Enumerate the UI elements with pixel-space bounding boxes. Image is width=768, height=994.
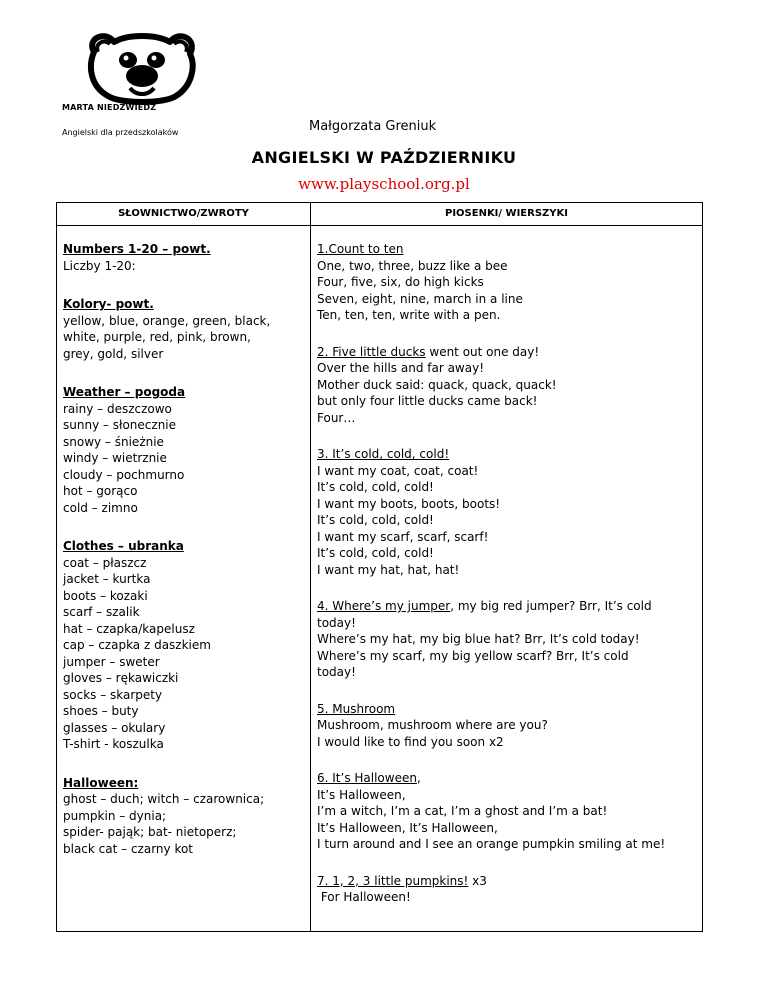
song-line: It’s Halloween, It’s Halloween, bbox=[317, 820, 498, 835]
song-line: Ten, ten, ten, write with a pen. bbox=[317, 308, 501, 322]
song-line: I want my coat, coat, coat! bbox=[317, 463, 479, 478]
song-line: Where’s my hat, my big blue hat? Brr, It’s cold today! bbox=[317, 632, 640, 646]
song-title: 4. Where’s my jumper bbox=[317, 599, 451, 613]
content-table bbox=[56, 202, 703, 932]
song-line: I want my boots, boots, boots! bbox=[317, 496, 501, 511]
song-five-little-ducks bbox=[317, 344, 701, 427]
song-line: Over the hills and far away! bbox=[317, 361, 485, 375]
vocab-line: coat – płaszcz bbox=[63, 555, 147, 570]
song-line: today! bbox=[317, 665, 356, 679]
song-wheres-my-jumper bbox=[317, 598, 701, 681]
song-line: It’s cold, cold, cold! bbox=[317, 513, 434, 527]
song-mushroom bbox=[317, 701, 701, 751]
songs-column bbox=[317, 241, 701, 922]
song-count-to-ten bbox=[317, 241, 701, 324]
vocab-line: black cat – czarny kot bbox=[63, 841, 194, 856]
vocab-column bbox=[63, 241, 307, 874]
song-title-rest: x3 bbox=[468, 873, 487, 888]
song-line: For Halloween! bbox=[317, 890, 411, 904]
vocab-line: cold – zimno bbox=[63, 500, 138, 515]
song-line: It’s Halloween, bbox=[317, 787, 406, 802]
vocab-line: ghost – duch; witch – czarownica; bbox=[63, 792, 265, 806]
song-line: I want my scarf, scarf, scarf! bbox=[317, 529, 489, 544]
vocab-line: socks – skarpety bbox=[63, 687, 163, 702]
vocab-line: hot – gorąco bbox=[63, 484, 138, 498]
vocab-line: shoes – buty bbox=[63, 704, 139, 718]
vocab-line: gloves – rękawiczki bbox=[63, 671, 179, 685]
vocab-line: Liczby 1-20: bbox=[63, 258, 136, 273]
song-title: 3. It’s cold, cold, cold! bbox=[317, 447, 450, 461]
header-divider bbox=[57, 225, 702, 226]
song-line: Mother duck said: quack, quack, quack! bbox=[317, 377, 557, 392]
vocab-line: rainy – deszczowo bbox=[63, 401, 172, 416]
song-line: Mushroom, mushroom where are you? bbox=[317, 718, 548, 732]
vocab-line: glasses – okulary bbox=[63, 720, 166, 735]
vocab-column-header: SŁOWNICTWO/ZWROTY bbox=[118, 208, 249, 219]
song-line: One, two, three, buzz like a bee bbox=[317, 258, 508, 273]
song-title: 6. It’s Halloween bbox=[317, 771, 417, 785]
vocab-heading: Clothes – ubranka bbox=[63, 539, 184, 553]
song-title-line bbox=[317, 873, 701, 890]
song-title: 5. Mushroom bbox=[317, 701, 396, 716]
vocab-line: grey, gold, silver bbox=[63, 346, 164, 361]
vocab-line: windy – wietrznie bbox=[63, 451, 167, 465]
song-line: but only four little ducks came back! bbox=[317, 394, 538, 408]
song-little-pumpkins bbox=[317, 873, 701, 906]
song-line: It’s cold, cold, cold! bbox=[317, 546, 434, 560]
song-line: I would like to find you soon x2 bbox=[317, 734, 504, 749]
song-line: Where’s my scarf, my big yellow scarf? Brr, It’s cold bbox=[317, 648, 629, 663]
song-line: It’s cold, cold, cold! bbox=[317, 480, 434, 494]
vocab-line: cloudy – pochmurno bbox=[63, 467, 185, 482]
vocab-line: yellow, blue, orange, green, black, bbox=[63, 313, 271, 328]
vocab-line: sunny – słonecznie bbox=[63, 418, 177, 432]
author-name: Małgorzata Greniuk bbox=[309, 119, 437, 134]
vocab-colors bbox=[63, 296, 307, 362]
song-line: Four, five, six, do high kicks bbox=[317, 275, 484, 289]
page-title: ANGIELSKI W PAŹDZIERNIKU bbox=[251, 148, 517, 167]
column-divider bbox=[310, 203, 311, 931]
vocab-line: snowy – śnieżnie bbox=[63, 434, 164, 449]
website-link[interactable]: www.playschool.org.pl bbox=[298, 175, 470, 193]
vocab-line: spider- pająk; bat- nietoperz; bbox=[63, 825, 237, 839]
song-title-line bbox=[317, 770, 701, 787]
vocab-line: cap – czapka z daszkiem bbox=[63, 638, 211, 652]
song-line: Seven, eight, nine, march in a line bbox=[317, 291, 523, 306]
vocab-heading: Halloween: bbox=[63, 775, 139, 790]
song-line: I want my hat, hat, hat! bbox=[317, 562, 460, 577]
song-its-cold bbox=[317, 446, 701, 578]
song-title: 2. Five little ducks bbox=[317, 344, 426, 359]
vocab-clothes bbox=[63, 538, 307, 753]
song-line: I’m a witch, I’m a cat, I’m a ghost and I’m a bat! bbox=[317, 804, 608, 818]
song-title-line bbox=[317, 598, 701, 615]
vocab-line: hat – czapka/kapelusz bbox=[63, 621, 195, 636]
song-line: Four… bbox=[317, 410, 356, 425]
vocab-line: white, purple, red, pink, brown, bbox=[63, 330, 251, 344]
bear-logo bbox=[84, 30, 200, 106]
song-title: 1.Count to ten bbox=[317, 242, 404, 256]
vocab-line: T-shirt - koszulka bbox=[63, 737, 164, 751]
vocab-line: jacket – kurtka bbox=[63, 572, 151, 586]
brand-subtitle: Angielski dla przedszkolaków bbox=[62, 128, 179, 137]
vocab-weather bbox=[63, 384, 307, 516]
vocab-numbers bbox=[63, 241, 307, 274]
vocab-line: pumpkin – dynia; bbox=[63, 808, 167, 823]
brand-name: MARTA NIEDŹWIEDŹ bbox=[62, 103, 157, 112]
vocab-heading: Weather – pogoda bbox=[63, 385, 186, 399]
vocab-line: scarf – szalik bbox=[63, 605, 140, 619]
song-line: today! bbox=[317, 615, 356, 630]
vocab-heading: Numbers 1-20 – powt. bbox=[63, 242, 211, 256]
vocab-line: jumper – sweter bbox=[63, 654, 160, 669]
vocab-line: boots – kozaki bbox=[63, 588, 148, 603]
songs-column-header: PIOSENKI/ WIERSZYKI bbox=[444, 208, 568, 219]
song-title-line bbox=[317, 344, 701, 361]
song-line: I turn around and I see an orange pumpkin smiling at me! bbox=[317, 837, 666, 851]
song-its-halloween bbox=[317, 770, 701, 853]
vocab-halloween bbox=[63, 775, 307, 858]
song-title-rest: , bbox=[416, 771, 421, 785]
song-title-rest: went out one day! bbox=[425, 344, 540, 359]
song-title-rest: , my big red jumper? Brr, It’s cold bbox=[450, 599, 652, 613]
vocab-heading: Kolory- powt. bbox=[63, 297, 154, 311]
song-title: 7. 1, 2, 3 little pumpkins! bbox=[317, 873, 469, 888]
